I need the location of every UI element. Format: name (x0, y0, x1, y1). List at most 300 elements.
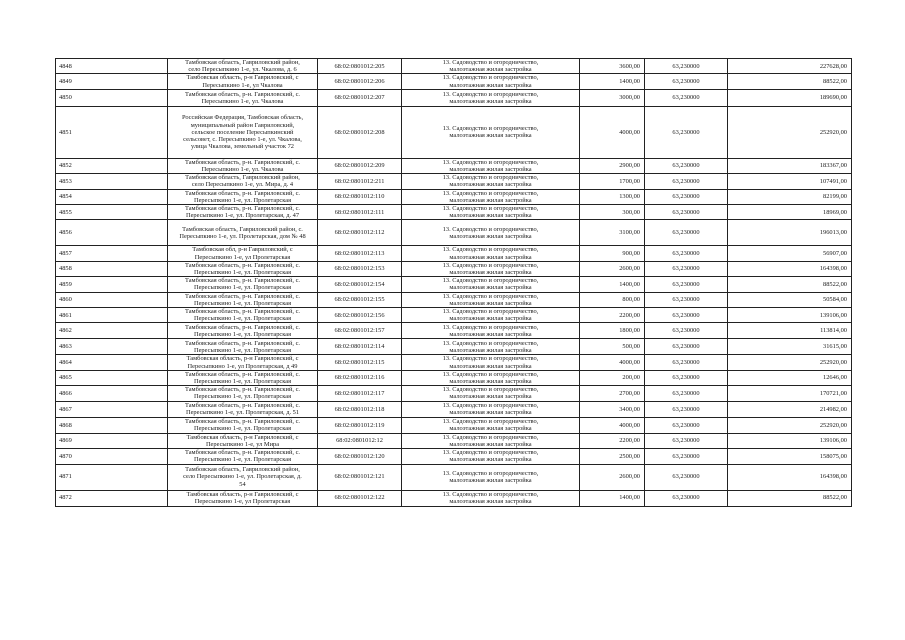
land-use-line: малоэтажная жилая застройка (449, 378, 532, 386)
cell-rate: 63,230000 (645, 106, 728, 158)
cell-land-use (402, 189, 580, 204)
address-line: Пересыпкино 1-е, ул. Пролетарская (193, 378, 292, 386)
cell-land-use (402, 417, 580, 433)
cell-rate: 63,230000 (645, 386, 728, 401)
cell-number: 4861 (56, 308, 168, 323)
cell-number: 4851 (56, 106, 168, 158)
address-line: Тамбовская область, р-н. Гавриловский, с. (184, 370, 301, 378)
cell-address (168, 292, 318, 307)
cell-area: 1400,00 (580, 277, 645, 292)
cell-rate: 63,230000 (645, 89, 728, 106)
cell-rate: 63,230000 (645, 490, 728, 506)
cell-address (168, 417, 318, 433)
cell-area: 4000,00 (580, 417, 645, 433)
cell-address (168, 106, 318, 158)
cell-address (168, 205, 318, 220)
table-row (56, 339, 852, 355)
land-use-line: малоэтажная жилая застройка (449, 330, 532, 338)
land-use-line: малоэтажная жилая застройка (449, 81, 532, 89)
table-row (56, 323, 852, 339)
land-use-line: малоэтажная жилая застройка (449, 253, 532, 261)
table-row (56, 174, 852, 189)
table-row (56, 205, 852, 220)
cell-land-use (402, 370, 580, 385)
land-use-line: малоэтажная жилая застройка (449, 181, 532, 189)
cell-rate: 63,230000 (645, 205, 728, 220)
cell-value: 183367,00 (728, 158, 852, 173)
cell-area: 2700,00 (580, 386, 645, 401)
address-line: Тамбовская область, р-н. Гавриловский, с. (184, 205, 301, 213)
cell-number: 4860 (56, 292, 168, 307)
cell-rate: 63,230000 (645, 417, 728, 433)
address-line: Пересыпкино 1-е, ул. Пролетарская, д. 47 (185, 212, 300, 220)
cell-value: 227628,00 (728, 59, 852, 74)
land-use-line: малоэтажная жилая застройка (449, 456, 532, 464)
address-line: муниципальный район Гавриловский, (190, 121, 295, 129)
land-use-line: малоэтажная жилая застройка (449, 393, 532, 401)
address-line: Пересыпкино 1-е, ул. Пролетарская (193, 269, 292, 277)
cell-area: 3100,00 (580, 220, 645, 246)
cell-address (168, 308, 318, 323)
cell-land-use (402, 277, 580, 292)
land-use-line: 13. Садоводство и огородничество, (442, 386, 539, 394)
land-use-line: 13. Садоводство и огородничество, (442, 292, 539, 300)
cell-cadastral-number: 68:02:0801012:111 (318, 205, 402, 220)
cell-rate: 63,230000 (645, 246, 728, 261)
cell-rate: 63,230000 (645, 277, 728, 292)
address-line: Пересыпкино 1-е, ул. Пролетарская (193, 330, 292, 338)
cell-land-use (402, 464, 580, 490)
address-line: Пересыпкино 1-е, ул. Чкалова (201, 97, 284, 105)
table-row (56, 490, 852, 506)
land-use-line: 13. Садоводство и огородничество, (442, 246, 539, 254)
address-line: сельсовет, с. Пересыпкино 1-е, ул. Чкалова, (183, 135, 302, 143)
table-row (56, 74, 852, 89)
cell-land-use (402, 174, 580, 189)
cell-cadastral-number: 68:02:0801012:120 (318, 449, 402, 464)
land-use-line: малоэтажная жилая застройка (449, 346, 532, 354)
land-use-line: 13. Садоводство и огородничество, (442, 189, 539, 197)
address-line: сельское поселение Пересыпкинский (191, 128, 294, 136)
table-row (56, 246, 852, 261)
land-use-line: малоэтажная жилая застройка (449, 166, 532, 174)
cell-value: 164398,00 (728, 464, 852, 490)
cell-cadastral-number: 68:02:0801012:208 (318, 106, 402, 158)
cell-number: 4852 (56, 158, 168, 173)
table-row (56, 89, 852, 106)
cell-number: 4848 (56, 59, 168, 74)
land-use-line: 13. Садоводство и огородничество, (442, 355, 539, 363)
cell-rate: 63,230000 (645, 308, 728, 323)
address-line: Пересыпкино 1-е, ул. Пролетарская, дом № 48 (179, 232, 306, 240)
table-row (56, 417, 852, 433)
table-row (56, 449, 852, 464)
land-use-line: малоэтажная жилая застройка (449, 440, 532, 448)
cell-rate: 63,230000 (645, 323, 728, 339)
address-line: Тамбовская область, р-н. Гавриловский, с. (184, 292, 301, 300)
cell-cadastral-number: 68:02:0801012:117 (318, 386, 402, 401)
table-row (56, 59, 852, 74)
address-line: Пересыпкино 1-е, ул. Пролетарская, д. 51 (185, 409, 300, 417)
cell-address (168, 174, 318, 189)
land-use-line: 13. Садоводство и огородничество, (442, 449, 539, 457)
cell-address (168, 490, 318, 506)
cell-area: 2900,00 (580, 158, 645, 173)
address-line: Пересыпкино 1-е, ул. Пролетарская (193, 284, 292, 292)
address-line: Тамбовская область, р-н. Гавриловский, с. (184, 189, 301, 197)
land-use-line: малоэтажная жилая застройка (449, 132, 532, 140)
cell-rate: 63,230000 (645, 464, 728, 490)
cell-number: 4864 (56, 355, 168, 370)
address-line: Тамбовская обл, р-н Гавриловский, с (192, 246, 293, 254)
address-line: Тамбовская область, р-н. Гавриловский, с. (184, 158, 301, 166)
cell-address (168, 449, 318, 464)
cell-area: 900,00 (580, 246, 645, 261)
cell-area: 2500,00 (580, 449, 645, 464)
cell-rate: 63,230000 (645, 158, 728, 173)
land-use-line: 13. Садоводство и огородничество, (442, 433, 539, 441)
land-use-line: малоэтажная жилая застройка (449, 196, 532, 204)
cell-cadastral-number: 68:02:0801012:206 (318, 74, 402, 89)
cell-rate: 63,230000 (645, 292, 728, 307)
cell-address (168, 323, 318, 339)
cell-number: 4862 (56, 323, 168, 339)
cell-value: 189690,00 (728, 89, 852, 106)
cell-land-use (402, 292, 580, 307)
address-line: Пересыпкино 1-е, ул. Пролетарская (193, 393, 292, 401)
land-use-line: 13. Садоводство и огородничество, (442, 308, 539, 316)
land-use-line: малоэтажная жилая застройка (449, 425, 532, 433)
land-registry-table (55, 58, 852, 507)
address-line: Тамбовская область, р-н Гавриловский, с (186, 74, 299, 82)
land-use-line: малоэтажная жилая застройка (449, 315, 532, 323)
land-use-line: 13. Садоводство и огородничество, (442, 323, 539, 331)
cell-area: 2200,00 (580, 433, 645, 448)
table-row (56, 433, 852, 448)
table-row (56, 292, 852, 307)
table-body (56, 59, 852, 507)
address-line: Тамбовская область, р-н. Гавриловский, с. (184, 277, 301, 285)
cell-rate: 63,230000 (645, 449, 728, 464)
cell-number: 4863 (56, 339, 168, 355)
cell-cadastral-number: 68:02:0801012:112 (318, 220, 402, 246)
cell-cadastral-number: 68:02:0801012:209 (318, 158, 402, 173)
land-use-line: 13. Садоводство и огородничество, (442, 125, 539, 133)
cell-rate: 63,230000 (645, 433, 728, 448)
address-line: Тамбовская область, р-н. Гавриловский, с. (184, 308, 301, 316)
cell-value: 107491,00 (728, 174, 852, 189)
cell-land-use (402, 261, 580, 276)
cell-address (168, 339, 318, 355)
cell-area: 200,00 (580, 370, 645, 385)
cell-number: 4854 (56, 189, 168, 204)
cell-value: 214982,00 (728, 401, 852, 417)
cell-cadastral-number: 68:02:0801012:115 (318, 355, 402, 370)
address-line: Пересыпкино 1-е, ул Чкалова (202, 81, 283, 89)
cell-address (168, 59, 318, 74)
cell-land-use (402, 308, 580, 323)
cell-cadastral-number: 68:02:0801012:110 (318, 189, 402, 204)
table-row (56, 189, 852, 204)
cell-value: 18969,00 (728, 205, 852, 220)
cell-rate: 63,230000 (645, 370, 728, 385)
cell-address (168, 433, 318, 448)
address-line: 54 (239, 480, 246, 488)
cell-address (168, 74, 318, 89)
cell-number: 4866 (56, 386, 168, 401)
cell-number: 4870 (56, 449, 168, 464)
cell-land-use (402, 490, 580, 506)
cell-address (168, 246, 318, 261)
cell-value: 139106,00 (728, 308, 852, 323)
cell-number: 4867 (56, 401, 168, 417)
cell-land-use (402, 205, 580, 220)
cell-cadastral-number: 68:02:0801012:118 (318, 401, 402, 417)
cell-value: 88522,00 (728, 490, 852, 506)
address-line: село Пересыпкино 1-е, ул. Чкалова, д. 6 (188, 66, 297, 74)
cell-area: 2200,00 (580, 308, 645, 323)
address-line: Тамбовская область, р-н. Гавриловский, с. (184, 323, 301, 331)
address-line: Пересыпкино 1-е, ул. Пролетарская (193, 456, 292, 464)
cell-area: 2600,00 (580, 464, 645, 490)
address-line: Пересыпкино 1-е, ул. Пролетарская (193, 299, 292, 307)
address-line: Пересыпкино 1-е, ул Мира (205, 440, 280, 448)
cell-cadastral-number: 68:02:0801012:157 (318, 323, 402, 339)
address-line: Тамбовская область, р-н. Гавриловский, с. (184, 339, 301, 347)
cell-cadastral-number: 68:02:0801012:207 (318, 89, 402, 106)
address-line: Тамбовская область, р-н. Гавриловский, с. (184, 90, 301, 98)
address-line: село Пересыпкино 1-е, ул. Пролетарская, д. (183, 473, 302, 481)
address-line: Пересыпкино 1-е, ул Пролетарская, д 49 (187, 362, 298, 370)
address-line: улица Чкалова, земельный участок 72 (191, 143, 294, 151)
cell-land-use (402, 401, 580, 417)
table-row (56, 158, 852, 173)
cell-value: 196013,00 (728, 220, 852, 246)
cell-value: 113814,00 (728, 323, 852, 339)
cell-area: 3600,00 (580, 59, 645, 74)
land-use-line: малоэтажная жилая застройка (449, 477, 532, 484)
cell-cadastral-number: 68:02:0801012:122 (318, 490, 402, 506)
cell-cadastral-number: 68:02:0801012:156 (318, 308, 402, 323)
cell-address (168, 370, 318, 385)
cell-cadastral-number: 68:02:0801012:121 (318, 464, 402, 490)
cell-area: 1300,00 (580, 189, 645, 204)
cell-area: 3400,00 (580, 401, 645, 417)
cell-area: 4000,00 (580, 106, 645, 158)
land-use-line: малоэтажная жилая застройка (449, 299, 532, 307)
cell-area: 4000,00 (580, 355, 645, 370)
cell-cadastral-number: 68:02:0801012:116 (318, 370, 402, 385)
cell-value: 88522,00 (728, 74, 852, 89)
cell-land-use (402, 89, 580, 106)
cell-address (168, 220, 318, 246)
cell-rate: 63,230000 (645, 59, 728, 74)
cell-cadastral-number: 68:02:0801012:154 (318, 277, 402, 292)
land-use-line: 13. Садоводство и огородничество, (442, 205, 539, 213)
land-use-line: малоэтажная жилая застройка (449, 362, 532, 370)
land-use-line: малоэтажная жилая застройка (449, 498, 532, 505)
cell-cadastral-number: 68:02:0801012:205 (318, 59, 402, 74)
address-line: Пересыпкино 1-е, ул. Пролетарская (193, 196, 292, 204)
cell-area: 1800,00 (580, 323, 645, 339)
land-use-line: малоэтажная жилая застройка (449, 409, 532, 417)
cell-cadastral-number: 68:02:0801012:153 (318, 261, 402, 276)
table-row (56, 106, 852, 158)
land-use-line: малоэтажная жилая застройка (449, 66, 532, 74)
cell-land-use (402, 386, 580, 401)
address-line: Тамбовская область, р-н Гавриловский, с (186, 433, 299, 441)
cell-number: 4858 (56, 261, 168, 276)
table-row (56, 261, 852, 276)
cell-rate: 63,230000 (645, 220, 728, 246)
cell-cadastral-number: 68:02:0801012:155 (318, 292, 402, 307)
address-line: Тамбовская область, р-н. Гавриловский, с. (184, 401, 301, 409)
cell-land-use (402, 74, 580, 89)
address-line: Тамбовская область, Гавриловский район, (185, 59, 300, 66)
address-line: Тамбовская область, Гавриловский район, (185, 174, 300, 182)
cell-value: 56907,00 (728, 246, 852, 261)
address-line: Пересыпкино 1-е, ул. Пролетарская (193, 346, 292, 354)
cell-value: 139106,00 (728, 433, 852, 448)
cell-area: 800,00 (580, 292, 645, 307)
cell-value: 12646,00 (728, 370, 852, 385)
table-row (56, 386, 852, 401)
cell-value: 170721,00 (728, 386, 852, 401)
table-row (56, 401, 852, 417)
cell-address (168, 355, 318, 370)
land-use-line: 13. Садоводство и огородничество, (442, 370, 539, 378)
address-line: Российская Федерация, Тамбовская область, (181, 114, 304, 122)
cell-value: 82199,00 (728, 189, 852, 204)
cell-address (168, 277, 318, 292)
cell-rate: 63,230000 (645, 74, 728, 89)
cell-number: 4849 (56, 74, 168, 89)
cell-land-use (402, 339, 580, 355)
address-line: село Пересыпкино 1-е, ул. Мира, д. 4 (191, 181, 294, 189)
cell-land-use (402, 449, 580, 464)
cell-rate: 63,230000 (645, 174, 728, 189)
cell-address (168, 189, 318, 204)
address-line: Тамбовская область, р-н. Гавриловский, с. (184, 417, 301, 425)
table-row (56, 355, 852, 370)
table-row (56, 220, 852, 246)
cell-rate: 63,230000 (645, 189, 728, 204)
cell-number: 4853 (56, 174, 168, 189)
land-use-line: 13. Садоводство и огородничество, (442, 158, 539, 166)
land-use-line: 13. Садоводство и огородничество, (442, 261, 539, 269)
cell-land-use (402, 158, 580, 173)
cell-area: 300,00 (580, 205, 645, 220)
cell-address (168, 158, 318, 173)
cell-land-use (402, 433, 580, 448)
land-use-line: 13. Садоводство и огородничество, (442, 59, 539, 66)
address-line: Пересыпкино 1-е, ул Пролетарская (194, 498, 291, 505)
land-use-line: 13. Садоводство и огородничество, (442, 401, 539, 409)
cell-value: 158075,00 (728, 449, 852, 464)
cell-area: 500,00 (580, 339, 645, 355)
cell-land-use (402, 220, 580, 246)
address-line: Пересыпкино 1-е, ул Пролетарская (194, 253, 291, 261)
address-line: Тамбовская область, Гавриловский район, с. (182, 225, 303, 233)
cell-rate: 63,230000 (645, 261, 728, 276)
cell-number: 4850 (56, 89, 168, 106)
cell-number: 4871 (56, 464, 168, 490)
cell-number: 4865 (56, 370, 168, 385)
cell-land-use (402, 59, 580, 74)
cell-rate: 63,230000 (645, 339, 728, 355)
cell-area: 3000,00 (580, 89, 645, 106)
address-line: Пересыпкино 1-е, ул. Пролетарская (193, 425, 292, 433)
land-use-line: малоэтажная жилая застройка (449, 269, 532, 277)
cell-land-use (402, 355, 580, 370)
cell-address (168, 401, 318, 417)
land-use-line: 13. Садоводство и огородничество, (442, 277, 539, 285)
cell-address (168, 464, 318, 490)
land-use-line: 13. Садоводство и огородничество, (442, 90, 539, 98)
address-line: Тамбовская область, р-н. Гавриловский, с. (184, 449, 301, 457)
cell-cadastral-number: 68:02:0801012:211 (318, 174, 402, 189)
cell-area: 2600,00 (580, 261, 645, 276)
land-use-line: 13. Садоводство и огородничество, (442, 339, 539, 347)
cell-address (168, 386, 318, 401)
land-use-line: 13. Садоводство и огородничество, (442, 490, 539, 498)
cell-land-use (402, 246, 580, 261)
land-use-line: малоэтажная жилая застройка (449, 232, 532, 240)
cell-number: 4869 (56, 433, 168, 448)
cell-number: 4856 (56, 220, 168, 246)
land-use-line: малоэтажная жилая застройка (449, 97, 532, 105)
cell-value: 252920,00 (728, 355, 852, 370)
cell-rate: 63,230000 (645, 401, 728, 417)
cell-cadastral-number: 68:02:0801012:12 (318, 433, 402, 448)
cell-number: 4855 (56, 205, 168, 220)
land-use-line: малоэтажная жилая застройка (449, 212, 532, 220)
table-row (56, 370, 852, 385)
land-use-line: 13. Садоводство и огородничество, (442, 469, 539, 477)
cell-number: 4857 (56, 246, 168, 261)
cell-value: 252920,00 (728, 106, 852, 158)
address-line: Тамбовская область, р-н Гавриловский, с (186, 490, 299, 498)
address-line: Пересыпкино 1-е, ул. Пролетарская (193, 315, 292, 323)
cell-address (168, 89, 318, 106)
land-use-line: 13. Садоводство и огородничество, (442, 174, 539, 182)
table-row (56, 464, 852, 490)
cell-cadastral-number: 68:02:0801012:113 (318, 246, 402, 261)
cell-number: 4868 (56, 417, 168, 433)
cell-land-use (402, 106, 580, 158)
land-use-line: 13. Садоводство и огородничество, (442, 74, 539, 82)
cell-area: 1700,00 (580, 174, 645, 189)
cell-number: 4859 (56, 277, 168, 292)
cell-cadastral-number: 68:02:0801012:119 (318, 417, 402, 433)
cell-value: 31615,00 (728, 339, 852, 355)
land-use-line: 13. Садоводство и огородничество, (442, 225, 539, 233)
land-use-line: 13. Садоводство и огородничество, (442, 417, 539, 425)
cell-area: 1400,00 (580, 74, 645, 89)
cell-value: 252920,00 (728, 417, 852, 433)
address-line: Тамбовская область, Гавриловский район, (185, 466, 300, 474)
cell-value: 164398,00 (728, 261, 852, 276)
cell-address (168, 261, 318, 276)
table-row (56, 308, 852, 323)
cell-area: 1400,00 (580, 490, 645, 506)
cell-cadastral-number: 68:02:0801012:114 (318, 339, 402, 355)
table-row (56, 277, 852, 292)
address-line: Тамбовская область, р-н Гавриловский, с (186, 355, 299, 363)
cell-number: 4872 (56, 490, 168, 506)
address-line: Тамбовская область, р-н. Гавриловский, с. (184, 261, 301, 269)
cell-land-use (402, 323, 580, 339)
